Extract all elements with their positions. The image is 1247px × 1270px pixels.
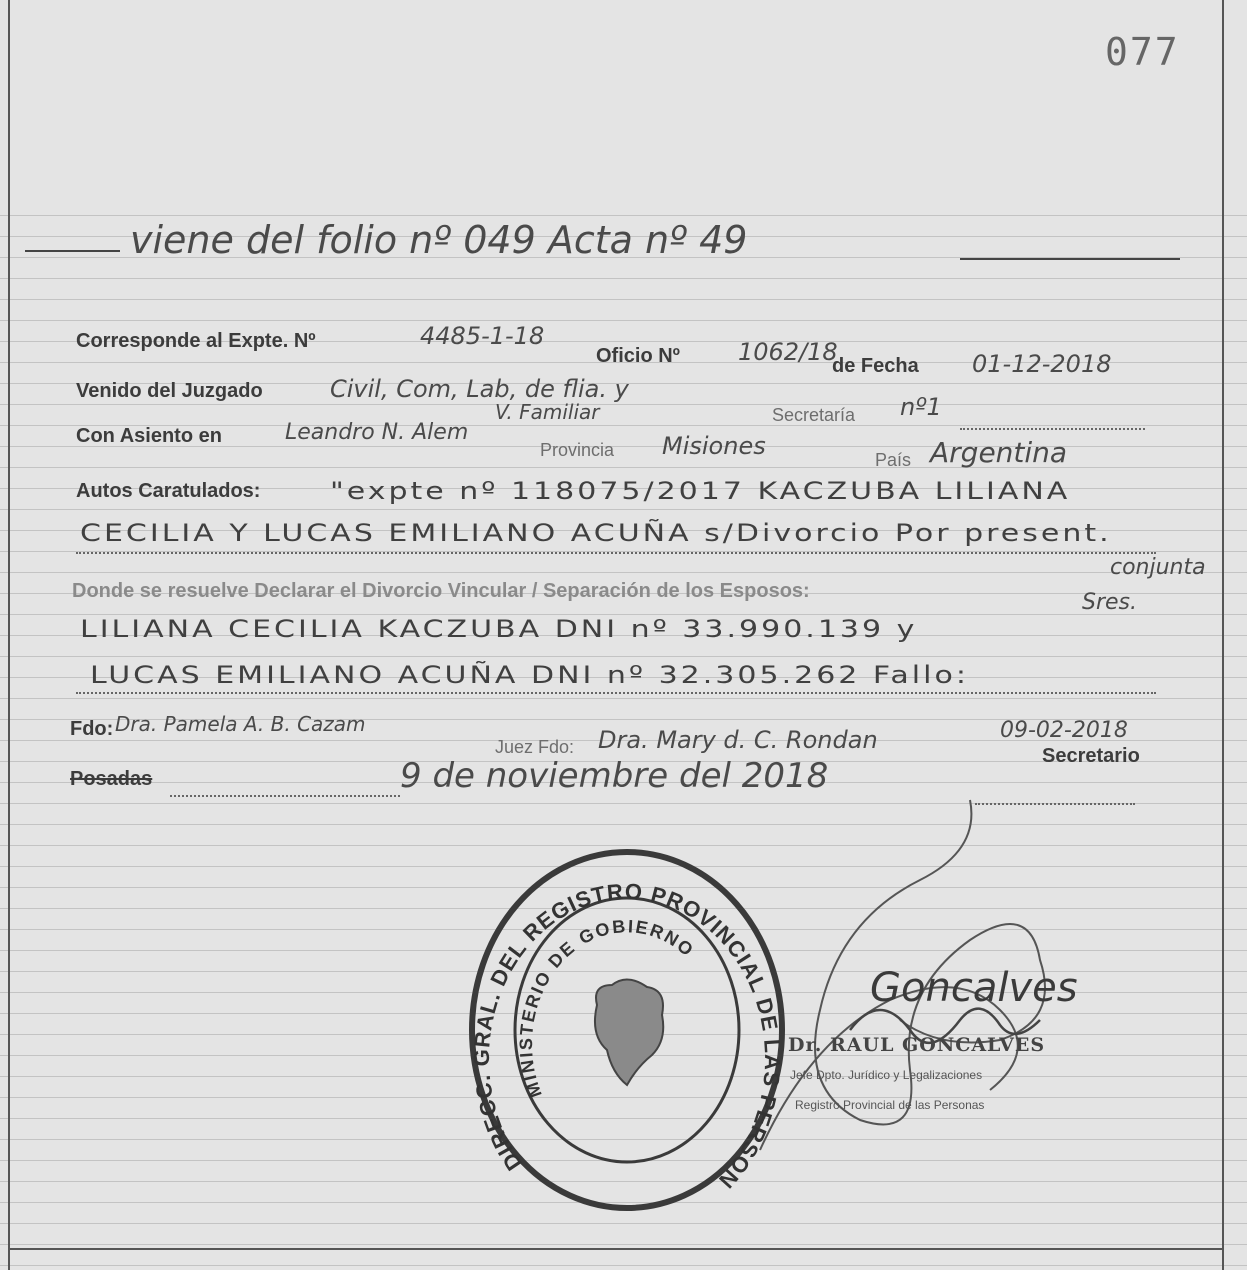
posadas-label: Posadas bbox=[70, 768, 153, 790]
fdo-label: Fdo: bbox=[70, 718, 114, 740]
donde-value: Sres. bbox=[1082, 590, 1137, 615]
asiento-label: Con Asiento en bbox=[76, 425, 222, 447]
fdo-value: Dra. Pamela A. B. Cazam bbox=[115, 712, 366, 736]
secretario-label: Secretario bbox=[1042, 745, 1140, 767]
expte-value: 4485-1-18 bbox=[420, 322, 545, 350]
right-border bbox=[1222, 0, 1224, 1270]
provincia-label: Provincia bbox=[540, 440, 615, 460]
autos-conjunta: conjunta bbox=[1110, 555, 1206, 580]
esposo-dots bbox=[76, 692, 1156, 694]
oficio-label: Oficio Nº bbox=[596, 345, 680, 367]
donde-label: Donde se resuelve Declarar el Divorcio Vincular / Separación de los Esposos: bbox=[72, 580, 810, 602]
juzgado-value: Civil, Com, Lab, de flia. y bbox=[330, 375, 629, 403]
left-border bbox=[8, 0, 10, 1270]
expte-label: Corresponde al Expte. Nº bbox=[76, 330, 316, 352]
provincia-value: Misiones bbox=[662, 432, 766, 460]
secretaria-value: nº1 bbox=[900, 393, 942, 421]
bottom-rule bbox=[8, 1248, 1224, 1250]
signatory-org: Registro Provincial de las Personas bbox=[795, 1098, 985, 1112]
juzgado-value-2: V. Familiar bbox=[495, 400, 600, 424]
stamp-outer-text: DIRECC. GRAL. DEL REGISTRO PROVINCIAL DE LAS PERSON bbox=[468, 878, 786, 1194]
oficio-value: 1062/18 bbox=[738, 338, 838, 366]
pais-label: País bbox=[875, 450, 912, 470]
signature-handwritten: Goncalves bbox=[870, 965, 1078, 1011]
secretaria-dots bbox=[960, 428, 1145, 430]
juez-value: Dra. Mary d. C. Rondan bbox=[598, 726, 878, 754]
esposo-line-2: LUCAS EMILIANO ACUÑA DNI nº 32.305.262 Fallo: bbox=[90, 661, 969, 690]
esposo-line-1: LILIANA CECILIA KACZUBA DNI nº 33.990.139 y bbox=[80, 615, 918, 644]
juzgado-label: Venido del Juzgado bbox=[76, 380, 263, 402]
posadas-value: 9 de noviembre del 2018 bbox=[400, 756, 829, 796]
juez-label: Juez Fdo: bbox=[495, 737, 575, 757]
signatory-name: Dr. RAUL GONCALVES bbox=[788, 1034, 1046, 1056]
autos-line-2: CECILIA Y LUCAS EMILIANO ACUÑA s/Divorcio Por present. bbox=[80, 519, 1112, 548]
header-rule-left bbox=[25, 250, 120, 252]
pais-value: Argentina bbox=[930, 436, 1068, 469]
stamp-emblem-icon bbox=[595, 979, 663, 1085]
fecha-label: de Fecha bbox=[832, 355, 919, 377]
fallo-date: 09-02-2018 bbox=[1000, 718, 1128, 743]
asiento-value: Leandro N. Alem bbox=[285, 420, 469, 445]
posadas-dots-left bbox=[170, 795, 400, 797]
stamp-inner-text: MINISTERIO DE GOBIERNO bbox=[515, 915, 699, 1101]
header-handwritten: viene del folio nº 049 Acta nº 49 bbox=[130, 218, 748, 262]
autos-dots bbox=[76, 552, 1156, 554]
fecha-value: 01-12-2018 bbox=[972, 350, 1112, 378]
autos-label: Autos Caratulados: bbox=[76, 480, 261, 502]
secretaria-label: Secretaría bbox=[772, 405, 856, 425]
autos-line-1: "expte nº 118075/2017 KACZUBA LILIANA bbox=[330, 477, 1071, 506]
folio-number: 077 bbox=[1105, 30, 1180, 74]
header-rule-right bbox=[960, 258, 1180, 260]
signatory-role: Jefe Dpto. Jurídico y Legalizaciones bbox=[790, 1068, 983, 1082]
